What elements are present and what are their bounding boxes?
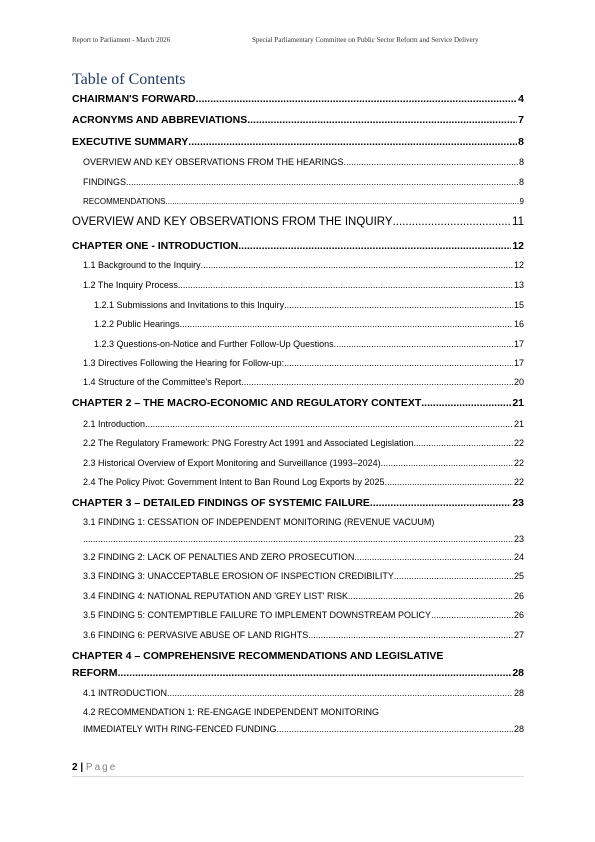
toc-entry-title: 1.2.2 Public Hearings: [94, 319, 180, 329]
toc-entry-page: 23: [513, 534, 524, 544]
toc-entry-title: 4.1 INTRODUCTION: [83, 688, 168, 698]
dot-leader: [196, 93, 518, 105]
toc-entry[interactable]: [72, 397, 524, 409]
toc-entry-title: 3.6 FINDING 6: PERVASIVE ABUSE OF LAND RIGHTS: [83, 630, 309, 640]
toc-entry-title: 2.4 The Policy Pivot: Government Intent to Ban Round Log Exports by 2025: [83, 477, 385, 487]
toc-entry[interactable]: [72, 240, 524, 252]
dot-leader: [126, 177, 518, 187]
toc-entry[interactable]: [83, 377, 524, 387]
toc-entry[interactable]: [94, 339, 524, 349]
dot-leader: [180, 319, 513, 329]
toc-entry-title: 3.1 FINDING 1: CESSATION OF INDEPENDENT MONITORING (REVENUE VACUUM): [83, 517, 435, 527]
toc-entry-title: 3.2 FINDING 2: LACK OF PENALTIES AND ZERO PROSECUTION: [83, 552, 355, 562]
toc-entry[interactable]: [83, 630, 524, 640]
toc-entry-title: 3.3 FINDING 3: UNACCEPTABLE EROSION OF INSPECTION CREDIBILITY: [83, 571, 394, 581]
toc-entry-page: 15: [513, 300, 524, 310]
toc-entry-page: 12: [513, 260, 524, 270]
toc-entry[interactable]: [83, 552, 524, 562]
toc-entry-page: 16: [513, 319, 524, 329]
dot-leader: [421, 397, 511, 409]
toc-title: Table of Contents: [72, 71, 186, 88]
toc-entry-page: 13: [513, 280, 524, 290]
toc-entry-title: ACRONYMS AND ABBREVIATIONS: [72, 114, 248, 126]
toc-entry-title: OVERVIEW AND KEY OBSERVATIONS FROM THE INQUIRY: [72, 216, 393, 228]
toc-entry-page: 8: [518, 177, 524, 187]
toc-entry-page: 17: [513, 358, 524, 368]
toc-entry-page: 9: [519, 197, 524, 206]
toc-entry-title-continued: IMMEDIATELY WITH RING-FENCED FUNDING.: [83, 724, 280, 734]
toc-entry-line[interactable]: [72, 650, 524, 662]
toc-entry[interactable]: [83, 280, 524, 290]
toc-entry-page: 21: [512, 397, 524, 409]
toc-entry-title: 1.1 Background to the Inquiry: [83, 260, 201, 270]
toc-entry-page: 24: [513, 552, 524, 562]
toc-entry[interactable]: [72, 93, 524, 105]
toc-entry[interactable]: [83, 610, 524, 620]
toc-entry-title: CHAPTER 4 – COMPREHENSIVE RECOMMENDATIONS AND LEGISLATIVE: [72, 650, 444, 662]
toc-entry-title: 2.2 The Regulatory Framework: PNG Forestry Act 1991 and Associated Legislation: [83, 438, 414, 448]
toc-entry-title: 1.4 Structure of the Committee's Report: [83, 377, 242, 387]
dot-leader: [394, 571, 513, 581]
toc-entry[interactable]: [83, 591, 524, 601]
toc-entry-page: 8: [518, 157, 524, 167]
dot-leader: [279, 724, 513, 734]
toc-entry[interactable]: [94, 300, 524, 310]
toc-entry-title-continued: REFORM: [72, 667, 118, 679]
toc-entry[interactable]: [83, 358, 524, 368]
toc-entry-title: 1.2 The Inquiry Process: [83, 280, 178, 290]
toc-entry[interactable]: [83, 571, 524, 581]
toc-entry-title: 2.3 Historical Overview of Export Monitoring and Surveillance (1993–2024): [83, 458, 381, 468]
toc-entry[interactable]: [83, 157, 524, 167]
toc-entry-page: 22: [513, 477, 524, 487]
toc-entry[interactable]: [83, 688, 524, 698]
toc-entry-title: 2.1 Introduction: [83, 419, 146, 429]
toc-entry[interactable]: [83, 260, 524, 270]
toc-entry-page: 20: [513, 377, 524, 387]
dot-leader: [431, 610, 513, 620]
toc-entry[interactable]: [72, 114, 524, 126]
toc-entry-page: 22: [513, 458, 524, 468]
toc-entry[interactable]: [72, 216, 524, 228]
page-number: 2: [72, 762, 78, 773]
dot-leader: [145, 419, 513, 429]
toc-entry-page: 22: [513, 438, 524, 448]
toc-entry-title: CHAPTER ONE - INTRODUCTION: [72, 240, 239, 252]
toc-entry-page: 21: [513, 419, 524, 429]
toc-entry-title: CHAIRMAN'S FORWARD: [72, 93, 196, 105]
dot-leader: [241, 377, 513, 387]
dot-leader: [166, 197, 519, 206]
dot-leader: [381, 458, 513, 468]
running-header-left: Report to Parliament - March 2026: [72, 36, 171, 44]
dot-leader: [167, 688, 513, 698]
dot-leader: [370, 497, 511, 509]
dot-leader: [188, 136, 517, 148]
toc-entry-page: 11: [512, 216, 524, 228]
toc-entry-line[interactable]: [83, 707, 524, 717]
dot-leader: [83, 534, 513, 544]
toc-entry-title: CHAPTER 2 – THE MACRO-ECONOMIC AND REGULATORY CONTEXT: [72, 397, 422, 409]
toc-entry[interactable]: [94, 319, 524, 329]
toc-entry-page: 28: [513, 724, 524, 734]
dot-leader: [354, 552, 513, 562]
toc-entry-page: 27: [513, 630, 524, 640]
toc-entry[interactable]: [83, 197, 524, 206]
toc-entry-title: 1.2.3 Questions-on-Notice and Further Follow-Up Questions: [94, 339, 334, 349]
toc-entry-title: 1.2.1 Submissions and Invitations to this Inquiry: [94, 300, 285, 310]
toc-entry[interactable]: [72, 667, 524, 679]
toc-entry-page: 8: [518, 136, 524, 148]
toc-entry[interactable]: [83, 177, 524, 187]
dot-leader: [348, 591, 513, 601]
toc-entry-page: 4: [518, 93, 524, 105]
running-header-right: Special Parliamentary Committee on Public Sector Reform and Service Delivery: [252, 36, 479, 44]
toc-entry-title: RECOMMENDATIONS: [83, 197, 166, 206]
dot-leader: [344, 157, 518, 167]
toc-entry-title: 4.2 RECOMMENDATION 1: RE-ENGAGE INDEPENDENT MONITORING: [83, 707, 380, 717]
toc-entry[interactable]: [83, 458, 524, 468]
footer-separator: |: [77, 762, 86, 773]
dot-leader: [284, 358, 513, 368]
toc-entry[interactable]: [72, 136, 524, 148]
toc-entry[interactable]: [83, 438, 524, 448]
toc-entry-page: 17: [513, 339, 524, 349]
toc-entry-title: OVERVIEW AND KEY OBSERVATIONS FROM THE HEARINGS: [83, 157, 344, 167]
toc-entry-page: 26: [513, 610, 524, 620]
dot-leader: [284, 300, 513, 310]
toc-entry-title: EXECUTIVE SUMMARY: [72, 136, 189, 148]
dot-leader: [247, 114, 517, 126]
toc-entry-title: 3.5 FINDING 5: CONTEMPTIBLE FAILURE TO IMPLEMENT DOWNSTREAM POLICY: [83, 610, 432, 620]
dot-leader: [238, 240, 511, 252]
toc-entry[interactable]: [83, 477, 524, 487]
toc-entry[interactable]: [72, 497, 524, 509]
toc-entry-title: 1.3 Directives Following the Hearing for Follow-up:: [83, 358, 285, 368]
toc-entry-title: FINDINGS: [83, 177, 127, 187]
dot-leader: [308, 630, 513, 640]
page-footer: [72, 762, 117, 773]
toc-entry[interactable]: [83, 724, 524, 734]
toc-entry-line[interactable]: [83, 517, 524, 527]
toc-entry-page: 25: [513, 571, 524, 581]
dot-leader: [118, 667, 512, 679]
dot-leader: [334, 339, 513, 349]
dot-leader: [201, 260, 513, 270]
toc-entry-title: CHAPTER 3 – DETAILED FINDINGS OF SYSTEMIC FAILURE: [72, 497, 370, 509]
dot-leader: [178, 280, 513, 290]
toc-entry-page: 23: [512, 497, 524, 509]
toc-entry-page: 7: [518, 114, 524, 126]
toc-entry[interactable]: [83, 419, 524, 429]
toc-entry-page: 28: [513, 688, 524, 698]
toc-entry[interactable]: [83, 534, 524, 544]
page-word: Page: [85, 762, 118, 773]
dot-leader: [393, 216, 511, 228]
toc-entry-page: 12: [512, 240, 524, 252]
dot-leader: [414, 438, 513, 448]
dot-leader: [385, 477, 513, 487]
toc-entry-title: 3.4 FINDING 4: NATIONAL REPUTATION AND 'GREY LIST' RISK: [83, 591, 348, 601]
toc-entry-page: 28: [512, 667, 524, 679]
toc-entry-page: 26: [513, 591, 524, 601]
footer-rule: [72, 776, 524, 777]
